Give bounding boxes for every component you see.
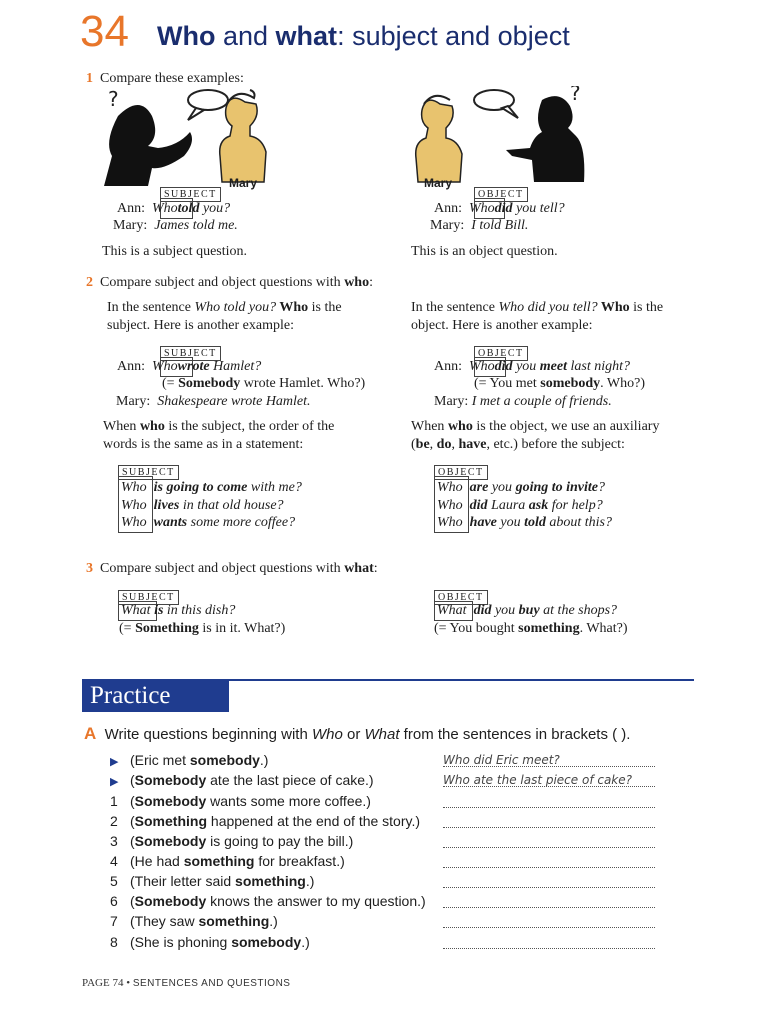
svg-text:?: ? [108,87,119,111]
page-title: Who and what: subject and object [157,21,570,51]
exercise-a-instruction: A Write questions beginning with Who or What from the sentences in brackets ( ). [84,724,631,743]
answer-text: Who did Eric meet? [443,753,560,767]
exercise-item: 1 (Somebody wants some more coffee.) [110,793,371,809]
mary-line-subject: Mary: James told me. [113,218,238,233]
s2-left-rule-2: words is the same as in a statement: [103,437,304,452]
exercise-item: 2 (Something happened at the end of the story.) [110,813,421,829]
illustration-object-question [410,86,590,186]
s3-subject-tag: SUBJECT [118,587,179,605]
s2-object-row-3: Who have you told about this? [437,515,613,530]
s2-object-table-tag: OBJECT [434,462,488,480]
s3-object-tag: OBJECT [434,587,488,605]
s2-object-row-1: Who are you going to invite? [437,480,606,495]
answer-text: Who ate the last piece of cake? [443,773,633,787]
exercise-item-number: 7 [110,913,118,929]
practice-banner: Practice [82,679,229,712]
character-label-mary: Mary [229,176,258,190]
exercise-item-number: 2 [110,813,118,829]
ann-line-object: Ann: Whodid you tell? [434,201,565,216]
s2-ann-line-object: Ann: Whodid you meet last night? [434,359,631,374]
s2-mary-line-subject: Mary: Shakespeare wrote Hamlet. [116,394,311,409]
answer-field[interactable] [443,872,655,888]
section-1-heading: 1 Compare these examples: [86,71,244,86]
exercise-item: ▶ (Eric met somebody.) [110,750,268,772]
s3-subject-paraphrase: (= Something is in it. What?) [119,621,286,636]
answer-field[interactable] [443,771,655,787]
answer-field[interactable] [443,892,655,908]
s3-object-example: What did you buy at the shops? [437,603,618,618]
answer-field[interactable] [443,852,655,868]
answer-field[interactable] [443,933,655,949]
s2-subject-table-tag: SUBJECT [118,462,179,480]
s2-subject-row-2: Who lives in that old house? [121,498,284,513]
s2-ann-line-subject: Ann: Whowrote Hamlet? [117,359,262,374]
section-2-heading: 2 Compare subject and object questions with who: [86,275,373,290]
exercise-item: ▶ (Somebody ate the last piece of cake.) [110,770,374,792]
s2-right-rule-1: When who is the object, we use an auxiliary [411,419,660,434]
exercise-item: 3 (Somebody is going to pay the bill.) [110,833,354,849]
exercise-item-number: 4 [110,853,118,869]
s2-subject-row-1: Who is going to come with me? [121,480,302,495]
exercise-item: 7 (They saw something.) [110,913,278,929]
exercise-item: 5 (Their letter said something.) [110,873,315,889]
section-3-heading: 3 Compare subject and object questions with what: [86,561,378,576]
exercise-item-number: 5 [110,873,118,889]
s2-object-row-2: Who did Laura ask for help? [437,498,603,513]
mary-line-object: Mary: I told Bill. [430,218,529,233]
ann-line-subject: Ann: Whotold you? [117,201,231,216]
s3-subject-example: What is in this dish? [121,603,236,618]
page-footer: PAGE 74 • SENTENCES AND QUESTIONS [82,977,291,989]
answer-field[interactable] [443,812,655,828]
illustration-subject-question [100,86,280,186]
s2-object-tag: OBJECT [474,343,528,361]
object-tag: OBJECT [474,184,528,202]
exercise-item: 4 (He had something for breakfast.) [110,853,345,869]
exercise-item-number: ▶ [110,776,119,788]
answer-field[interactable] [443,832,655,848]
exercise-item-number: 6 [110,893,118,909]
s2-mary-line-object: Mary: I met a couple of friends. [434,394,612,409]
s2-paraphrase-subject: (= Somebody wrote Hamlet. Who?) [162,376,366,391]
s2-right-para-2: object. Here is another example: [411,318,593,333]
character-label-mary-right: Mary [424,176,453,190]
s2-paraphrase-object: (= You met somebody. Who?) [474,376,645,391]
unit-number: 34 [80,7,129,56]
s2-right-rule-2: (be, do, have, etc.) before the subject: [411,437,625,452]
exercise-item-number: 3 [110,833,118,849]
exercise-item-number: 8 [110,934,118,950]
answer-field[interactable] [443,751,655,767]
s2-subject-row-3: Who wants some more coffee? [121,515,296,530]
s2-subject-tag: SUBJECT [160,343,221,361]
svg-text:?: ? [570,86,581,105]
exercise-item-number: 1 [110,793,118,809]
exercise-item: 6 (Somebody knows the answer to my question.) [110,893,426,909]
practice-rule [229,679,694,681]
s2-left-para-1: In the sentence Who told you? Who is the [107,300,342,315]
subject-summary: This is a subject question. [102,244,248,259]
exercise-item-number: ▶ [110,756,119,768]
answer-field[interactable] [443,912,655,928]
s2-right-para-1: In the sentence Who did you tell? Who is the [411,300,664,315]
subject-tag: SUBJECT [160,184,221,202]
answer-field[interactable] [443,792,655,808]
s2-left-para-2: subject. Here is another example: [107,318,294,333]
exercise-item: 8 (She is phoning somebody.) [110,934,310,950]
object-summary: This is an object question. [411,244,558,259]
s3-object-paraphrase: (= You bought something. What?) [434,621,628,636]
s2-left-rule-1: When who is the subject, the order of the [103,419,335,434]
